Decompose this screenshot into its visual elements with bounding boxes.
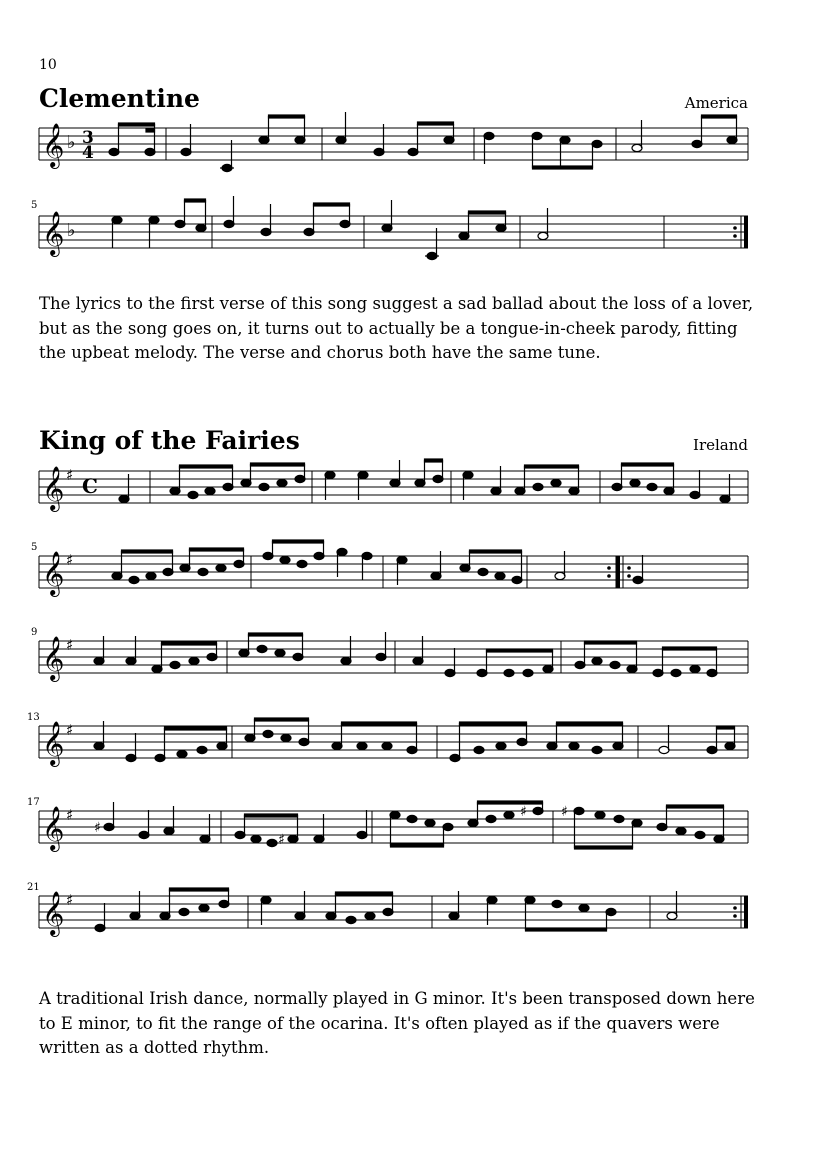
measure-number: 5: [31, 200, 38, 211]
svg-text:♯: ♯: [520, 804, 527, 820]
repeat-barline: [616, 556, 620, 588]
clefs-and-keys: [42, 466, 98, 937]
page-number: 10: [39, 57, 57, 73]
sharp-key-signature: ♯: [66, 551, 74, 569]
svg-text:♯: ♯: [278, 832, 285, 848]
notes: [94, 459, 735, 932]
sharp-key-signature: ♯: [66, 636, 74, 654]
treble-clef-icon: 𝄞: [42, 211, 65, 255]
flat-key-signature: ♭: [67, 220, 76, 241]
flat-key-signature: ♭: [67, 132, 76, 153]
treble-clef-icon: 𝄞: [42, 551, 65, 595]
treble-clef-icon: 𝄞: [42, 806, 65, 850]
final-repeat-barline: [744, 896, 748, 928]
treble-clef-icon: 𝄞: [42, 123, 65, 167]
svg-text:17: 17: [27, 797, 40, 808]
sharp-key-signature: ♯: [66, 891, 74, 909]
song-description-clementine: The lyrics to the first verse of this song suggest a sad ballad about the loss of a lover, but as the song goes on, it turns out to actually be a tongue-in-cheek parody, fitting the upbeat melody. The verse and chorus both have the same tune.: [39, 294, 754, 362]
svg-text:13: 13: [27, 712, 40, 723]
song-origin-clementine: America: [684, 94, 748, 112]
treble-clef-icon: 𝄞: [42, 721, 65, 765]
time-signature-bottom: 4: [82, 143, 94, 163]
song-title-clementine: Clementine: [39, 84, 200, 113]
time-signature-top: 3: [82, 128, 94, 148]
svg-text:9: 9: [31, 627, 38, 638]
svg-text:21: 21: [27, 882, 40, 893]
measure-numbers: [27, 542, 40, 893]
song-origin-king-of-the-fairies: Ireland: [693, 436, 748, 454]
treble-clef-icon: 𝄞: [42, 636, 65, 680]
common-time-icon: C: [82, 474, 98, 498]
svg-text:♯: ♯: [94, 820, 101, 836]
song-title-king-of-the-fairies: King of the Fairies: [39, 426, 300, 455]
staves: [39, 471, 748, 928]
treble-clef-icon: 𝄞: [42, 466, 65, 510]
sharp-key-signature: ♯: [66, 721, 74, 739]
svg-text:♯: ♯: [561, 804, 568, 820]
svg-text:5: 5: [31, 542, 38, 553]
sharp-key-signature: ♯: [66, 806, 74, 824]
sharp-key-signature: ♯: [66, 466, 74, 484]
treble-clef-icon: 𝄞: [42, 891, 65, 935]
song-description-king-of-the-fairies: A traditional Irish dance, normally played in G minor. It's been transposed down here to E minor, to fit the range of the ocarina. It's often played as if the quavers were written as a dotted rhythm.: [39, 989, 755, 1057]
